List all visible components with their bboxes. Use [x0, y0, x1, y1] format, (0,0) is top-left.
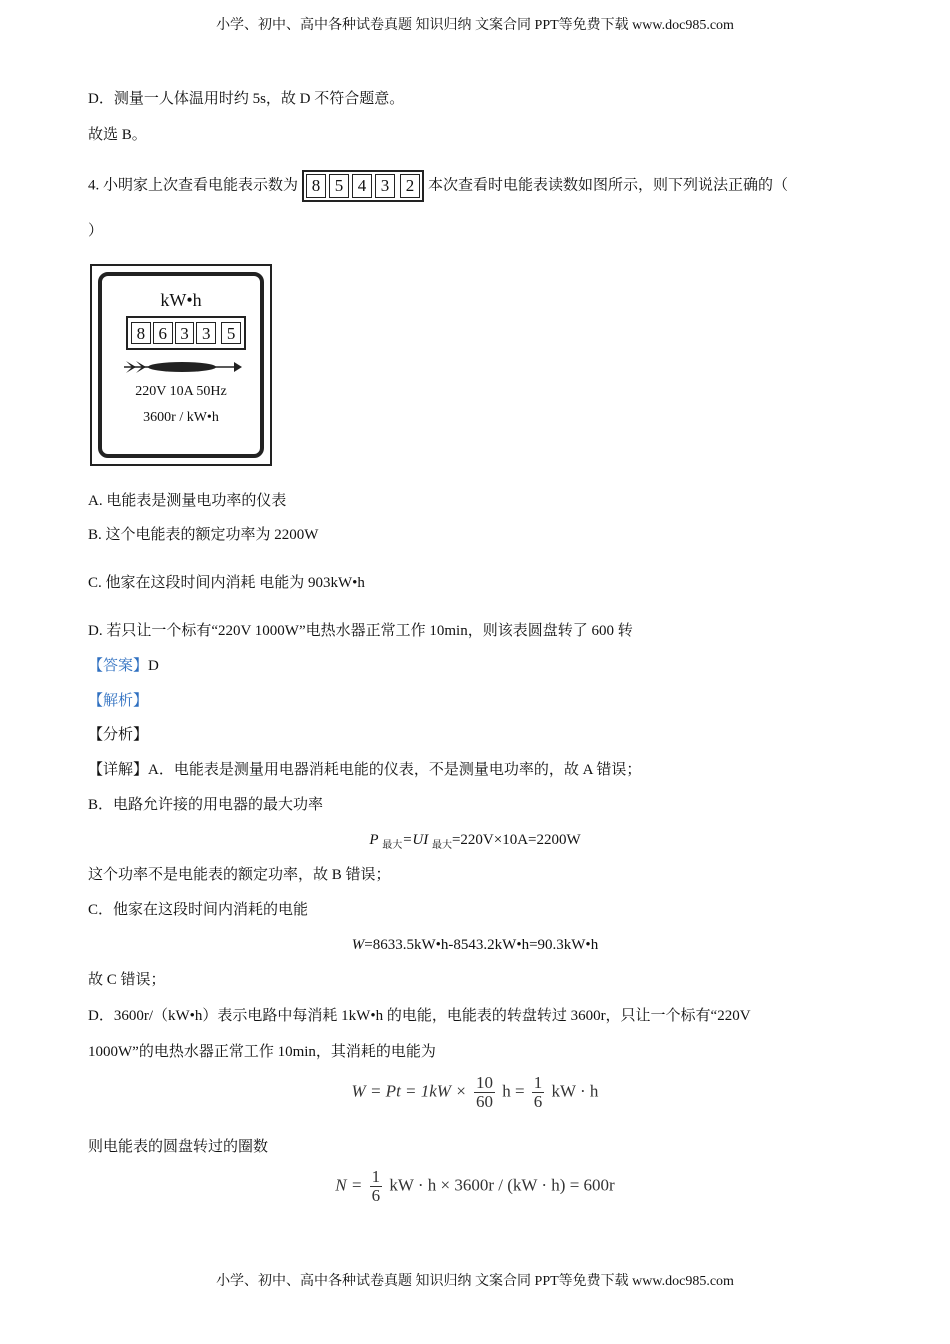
- formula-sub: 最大: [382, 840, 403, 851]
- detail-c-intro: C．他家在这段时间内消耗的电能: [88, 902, 309, 918]
- detail-d-line1: D．3600r/（kW•h）表示电路中每消耗 1kW•h 的电能，电能表的转盘转过 3600r，只让一个标有“220V: [88, 1008, 751, 1024]
- fraction-1-6: [532, 1074, 545, 1111]
- detail-d-line3: 则电能表的圆盘转过的圈数: [88, 1139, 269, 1155]
- f1-num2: 1: [533, 1073, 543, 1092]
- detail-a: [88, 759, 641, 781]
- meter-spec-constant: 3600r / kW•h: [143, 410, 219, 425]
- option-b: B. 这个电能表的额定功率为 2200W: [88, 527, 319, 543]
- meter-digit: 8: [131, 322, 151, 344]
- prev-digit: 3: [375, 174, 395, 198]
- page-header: 小学、初中、高中各种试卷真题 知识归纳 文案合同 PPT等免费下载 www.doc985.com: [216, 18, 734, 33]
- stem-close-paren: ）: [88, 223, 104, 239]
- meter-unit: kW•h: [160, 290, 202, 310]
- meter-digit-decimal: 5: [221, 322, 241, 344]
- formula-revolutions: [0, 1168, 950, 1205]
- fraction-10-60: [474, 1074, 495, 1111]
- detail-b-conclusion: 这个功率不是电能表的额定功率，故 B 错误；: [88, 867, 391, 883]
- formula-energy: [0, 934, 950, 956]
- f2-num: 1: [371, 1167, 381, 1186]
- formula-energy-value: =8633.5kW•h-8543.2kW•h=90.3kW•h: [364, 937, 599, 953]
- f1-left: W = Pt = 1kW ×: [351, 1081, 467, 1101]
- meter-reading-box: [126, 316, 246, 350]
- prev-digit: 5: [329, 174, 349, 198]
- detail-a-text: A．电能表是测量用电器消耗电能的仪表，不是测量电功率的，故 A 错误；: [148, 762, 642, 778]
- f2-right: kW · h × 3600r / (kW · h) = 600r: [389, 1175, 615, 1195]
- f1-den: 60: [475, 1092, 493, 1111]
- stem-before: 4. 小明家上次查看电能表示数为: [88, 177, 299, 194]
- rotation-arrow-icon: [122, 356, 242, 378]
- meter-face: [98, 272, 264, 458]
- answer-line: [88, 655, 159, 677]
- option-a: A. 电能表是测量电功率的仪表: [88, 493, 287, 509]
- detail-label: 【详解】: [88, 762, 149, 778]
- prev-digit: 8: [306, 174, 326, 198]
- fraction-1-6: [370, 1168, 383, 1205]
- formula-ui: =UI: [402, 832, 429, 848]
- formula-p: P: [369, 832, 379, 848]
- prev-conclusion: 故选 B。: [88, 127, 147, 143]
- prev-digit: 4: [352, 174, 372, 198]
- meter-spec-rating: 220V 10A 50Hz: [135, 384, 227, 399]
- f1-num: 10: [475, 1073, 493, 1092]
- meter-digit: 3: [175, 322, 195, 344]
- formula-w: W: [351, 937, 365, 953]
- f1-mid: h =: [502, 1081, 525, 1101]
- page-footer: 小学、初中、高中各种试卷真题 知识归纳 文案合同 PPT等免费下载 www.doc985.com: [216, 1274, 734, 1289]
- formula-sub: 最大: [431, 840, 452, 851]
- detail-d-line2: 1000W”的电热水器正常工作 10min，其消耗的电能为: [88, 1044, 436, 1060]
- formula-result: =220V×10A=2200W: [451, 832, 581, 848]
- option-d: D. 若只让一个标有“220V 1000W”电热水器正常工作 10min，则该表圆盘转了 600 转: [88, 623, 633, 639]
- electric-meter-figure: [90, 264, 272, 466]
- prev-digit-decimal: 2: [400, 174, 420, 198]
- analysis-label: 【解析】: [88, 693, 149, 709]
- formula-heater-energy: [0, 1074, 950, 1111]
- f2-den: 6: [371, 1186, 381, 1205]
- option-c: C. 他家在这段时间内消耗 电能为 903kW•h: [88, 575, 365, 591]
- answer-value: D: [148, 658, 159, 674]
- detail-b-intro: B．电路允许接的用电器的最大功率: [88, 797, 324, 813]
- formula-max-power: [0, 829, 950, 857]
- stem-after: 本次查看时电能表读数如图所示，则下列说法正确的（: [428, 177, 789, 194]
- meter-digit: 6: [153, 322, 173, 344]
- answer-label: 【答案】: [88, 658, 149, 674]
- fenxi-label: 【分析】: [88, 727, 149, 743]
- question-4-stem: [88, 170, 788, 202]
- detail-c-conclusion: 故 C 错误；: [88, 972, 166, 988]
- meter-digit: 3: [196, 322, 216, 344]
- previous-reading-box: [302, 170, 424, 202]
- f2-left: N =: [335, 1175, 363, 1195]
- f1-den2: 6: [533, 1092, 543, 1111]
- f1-right: kW · h: [551, 1081, 599, 1101]
- prev-option-d: D．测量一人体温用时约 5s，故 D 不符合题意。: [88, 91, 405, 107]
